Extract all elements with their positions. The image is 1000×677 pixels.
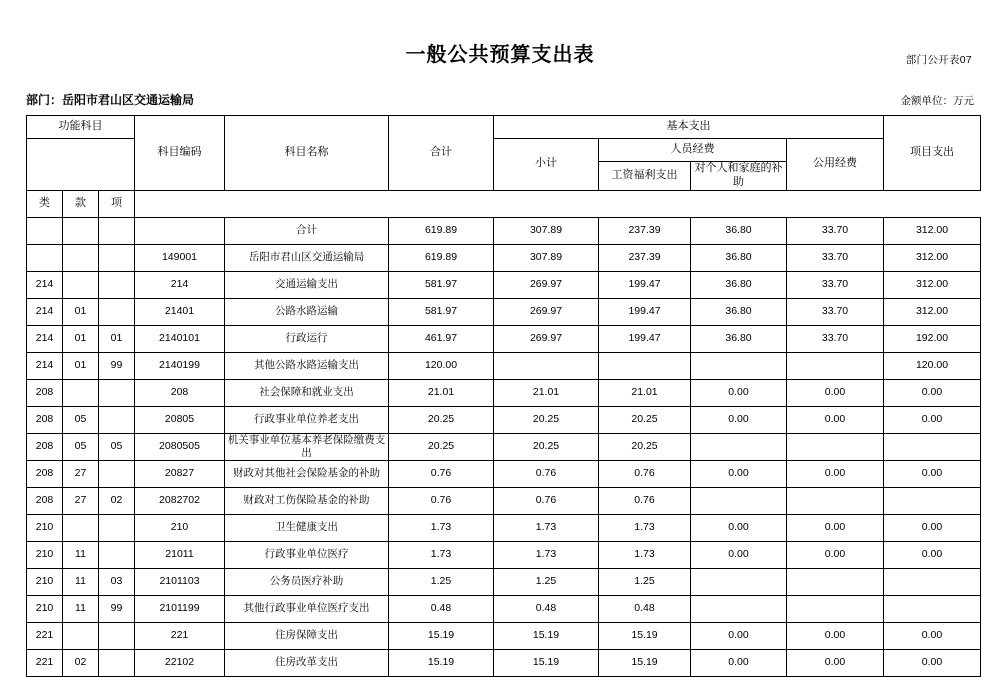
cell-subject-name: 住房改革支出 xyxy=(225,649,389,676)
cell-salary-welfare: 15.19 xyxy=(599,649,691,676)
cell-subject-code: 2140101 xyxy=(135,325,225,352)
cell-subtotal: 0.48 xyxy=(494,595,599,622)
cell-section: 01 xyxy=(63,352,99,379)
cell-class: 208 xyxy=(27,460,63,487)
table-row xyxy=(27,514,981,541)
cell-public-expense: 33.70 xyxy=(787,325,884,352)
cell-project-expenditure: 312.00 xyxy=(884,217,981,244)
cell-class: 214 xyxy=(27,298,63,325)
cell-project-expenditure: 0.00 xyxy=(884,514,981,541)
cell-total: 581.97 xyxy=(389,298,494,325)
cell-public-expense xyxy=(787,352,884,379)
header-spacer-2 xyxy=(225,190,389,217)
cell-item xyxy=(99,541,135,568)
cell-salary-welfare: 199.47 xyxy=(599,298,691,325)
cell-project-expenditure: 0.00 xyxy=(884,622,981,649)
cell-public-expense: 33.70 xyxy=(787,244,884,271)
cell-subtotal xyxy=(494,352,599,379)
cell-class: 214 xyxy=(27,271,63,298)
header-spacer-5 xyxy=(599,190,691,217)
cell-project-expenditure: 192.00 xyxy=(884,325,981,352)
cell-salary-welfare: 21.01 xyxy=(599,379,691,406)
cell-subject-name: 其他行政事业单位医疗支出 xyxy=(225,595,389,622)
cell-section: 05 xyxy=(63,433,99,460)
table-row xyxy=(27,325,981,352)
cell-project-expenditure: 312.00 xyxy=(884,271,981,298)
cell-subject-name: 交通运输支出 xyxy=(225,271,389,298)
cell-total: 1.73 xyxy=(389,514,494,541)
header-spacer-3 xyxy=(389,190,494,217)
cell-total: 619.89 xyxy=(389,217,494,244)
header-public-expense: 公用经费 xyxy=(787,139,884,191)
cell-subject-name: 合计 xyxy=(225,217,389,244)
cell-class: 214 xyxy=(27,325,63,352)
cell-project-expenditure xyxy=(884,487,981,514)
cell-subject-name: 住房保障支出 xyxy=(225,622,389,649)
cell-subtotal: 269.97 xyxy=(494,271,599,298)
cell-subtotal: 307.89 xyxy=(494,244,599,271)
table-row xyxy=(27,244,981,271)
cell-section: 11 xyxy=(63,541,99,568)
cell-class: 210 xyxy=(27,514,63,541)
cell-total: 20.25 xyxy=(389,406,494,433)
cell-subject-code: 2101103 xyxy=(135,568,225,595)
header-function-subject: 功能科目 xyxy=(27,116,135,139)
cell-subtotal: 1.73 xyxy=(494,514,599,541)
cell-public-expense xyxy=(787,595,884,622)
cell-total: 1.73 xyxy=(389,541,494,568)
cell-section: 01 xyxy=(63,298,99,325)
cell-subject-code: 22102 xyxy=(135,649,225,676)
cell-subsidy: 36.80 xyxy=(691,217,787,244)
cell-subject-code: 208 xyxy=(135,379,225,406)
cell-salary-welfare: 0.76 xyxy=(599,460,691,487)
cell-subsidy xyxy=(691,352,787,379)
cell-subtotal: 21.01 xyxy=(494,379,599,406)
header-subtotal: 小计 xyxy=(494,139,599,191)
table-header-row-1 xyxy=(27,116,981,139)
cell-subsidy xyxy=(691,595,787,622)
cell-public-expense: 33.70 xyxy=(787,298,884,325)
cell-subsidy: 36.80 xyxy=(691,244,787,271)
cell-total: 0.76 xyxy=(389,460,494,487)
header-personnel-expense: 人员经费 xyxy=(599,139,787,162)
cell-salary-welfare: 0.48 xyxy=(599,595,691,622)
cell-item xyxy=(99,460,135,487)
cell-total: 0.76 xyxy=(389,487,494,514)
cell-section xyxy=(63,379,99,406)
cell-class: 214 xyxy=(27,352,63,379)
cell-item xyxy=(99,244,135,271)
cell-salary-welfare: 20.25 xyxy=(599,433,691,460)
cell-subsidy: 0.00 xyxy=(691,649,787,676)
header-subject-code: 科目编码 xyxy=(135,116,225,191)
cell-item: 99 xyxy=(99,595,135,622)
cell-total: 21.01 xyxy=(389,379,494,406)
header-spacer-6 xyxy=(691,190,787,217)
cell-public-expense: 33.70 xyxy=(787,217,884,244)
cell-project-expenditure: 0.00 xyxy=(884,379,981,406)
cell-project-expenditure: 0.00 xyxy=(884,460,981,487)
cell-class: 210 xyxy=(27,595,63,622)
cell-subject-code: 210 xyxy=(135,514,225,541)
cell-salary-welfare: 1.73 xyxy=(599,514,691,541)
cell-salary-welfare xyxy=(599,352,691,379)
table-body xyxy=(27,217,981,676)
cell-salary-welfare: 237.39 xyxy=(599,244,691,271)
cell-item: 01 xyxy=(99,325,135,352)
table-row xyxy=(27,649,981,676)
header-total: 合计 xyxy=(389,116,494,191)
header-spacer-4 xyxy=(494,190,599,217)
cell-subject-name: 卫生健康支出 xyxy=(225,514,389,541)
table-row xyxy=(27,217,981,244)
cell-item xyxy=(99,622,135,649)
cell-section xyxy=(63,514,99,541)
table-row xyxy=(27,460,981,487)
cell-subsidy: 0.00 xyxy=(691,460,787,487)
cell-project-expenditure: 312.00 xyxy=(884,298,981,325)
department-label: 部门：岳阳市君山区交通运输局 xyxy=(26,93,195,107)
cell-project-expenditure xyxy=(884,568,981,595)
cell-section: 05 xyxy=(63,406,99,433)
cell-public-expense: 0.00 xyxy=(787,622,884,649)
cell-public-expense xyxy=(787,568,884,595)
form-code: 部门公开表07 xyxy=(905,54,972,66)
meta-row xyxy=(26,91,974,108)
cell-salary-welfare: 0.76 xyxy=(599,487,691,514)
header-subject-name: 科目名称 xyxy=(225,116,389,191)
cell-subtotal: 307.89 xyxy=(494,217,599,244)
cell-total: 15.19 xyxy=(389,649,494,676)
cell-subject-code: 221 xyxy=(135,622,225,649)
header-subsidy-individual-family: 对个人和家庭的补助 xyxy=(691,162,787,191)
cell-subsidy: 36.80 xyxy=(691,298,787,325)
budget-table xyxy=(26,115,981,677)
cell-subject-code: 21011 xyxy=(135,541,225,568)
cell-item xyxy=(99,271,135,298)
cell-subsidy xyxy=(691,433,787,460)
cell-public-expense xyxy=(787,487,884,514)
cell-project-expenditure: 0.00 xyxy=(884,649,981,676)
cell-salary-welfare: 199.47 xyxy=(599,271,691,298)
cell-subject-name: 行政事业单位养老支出 xyxy=(225,406,389,433)
cell-project-expenditure: 0.00 xyxy=(884,541,981,568)
cell-subtotal: 269.97 xyxy=(494,298,599,325)
cell-subject-name: 其他公路水路运输支出 xyxy=(225,352,389,379)
table-row xyxy=(27,541,981,568)
cell-subject-code: 2080505 xyxy=(135,433,225,460)
cell-section: 02 xyxy=(63,649,99,676)
table-row xyxy=(27,568,981,595)
table-row xyxy=(27,379,981,406)
cell-item: 05 xyxy=(99,433,135,460)
cell-class: 208 xyxy=(27,487,63,514)
cell-subject-name: 机关事业单位基本养老保险缴费支出 xyxy=(225,433,389,460)
cell-subsidy: 0.00 xyxy=(691,406,787,433)
cell-section xyxy=(63,217,99,244)
cell-subtotal: 15.19 xyxy=(494,622,599,649)
cell-section xyxy=(63,244,99,271)
cell-project-expenditure: 312.00 xyxy=(884,244,981,271)
header-spacer-7 xyxy=(787,190,884,217)
cell-project-expenditure: 0.00 xyxy=(884,406,981,433)
cell-subject-code: 21401 xyxy=(135,298,225,325)
cell-item xyxy=(99,217,135,244)
cell-salary-welfare: 199.47 xyxy=(599,325,691,352)
cell-subsidy xyxy=(691,487,787,514)
cell-subject-name: 社会保障和就业支出 xyxy=(225,379,389,406)
cell-item: 03 xyxy=(99,568,135,595)
cell-section xyxy=(63,271,99,298)
page-title: 一般公共预算支出表 xyxy=(405,44,595,66)
cell-section: 11 xyxy=(63,568,99,595)
cell-subsidy: 36.80 xyxy=(691,325,787,352)
cell-subject-name: 公务员医疗补助 xyxy=(225,568,389,595)
cell-salary-welfare: 1.73 xyxy=(599,541,691,568)
cell-class: 221 xyxy=(27,622,63,649)
cell-total: 20.25 xyxy=(389,433,494,460)
cell-salary-welfare: 20.25 xyxy=(599,406,691,433)
cell-subject-name: 财政对工伤保险基金的补助 xyxy=(225,487,389,514)
cell-section: 27 xyxy=(63,460,99,487)
cell-item xyxy=(99,649,135,676)
cell-subtotal: 269.97 xyxy=(494,325,599,352)
cell-class xyxy=(27,217,63,244)
cell-subject-name: 行政事业单位医疗 xyxy=(225,541,389,568)
header-class: 类 xyxy=(27,190,63,217)
cell-subsidy: 0.00 xyxy=(691,541,787,568)
cell-subject-code: 214 xyxy=(135,271,225,298)
cell-subject-code: 2101199 xyxy=(135,595,225,622)
cell-public-expense: 0.00 xyxy=(787,541,884,568)
cell-subtotal: 1.73 xyxy=(494,541,599,568)
header-function-subject-spacer xyxy=(27,139,135,191)
cell-project-expenditure xyxy=(884,433,981,460)
cell-item xyxy=(99,514,135,541)
cell-section: 27 xyxy=(63,487,99,514)
cell-subject-name: 岳阳市君山区交通运输局 xyxy=(225,244,389,271)
cell-subtotal: 0.76 xyxy=(494,487,599,514)
table-row xyxy=(27,433,981,460)
header-project-expenditure: 项目支出 xyxy=(884,116,981,191)
cell-salary-welfare: 237.39 xyxy=(599,217,691,244)
cell-public-expense: 0.00 xyxy=(787,514,884,541)
cell-subsidy xyxy=(691,568,787,595)
cell-total: 0.48 xyxy=(389,595,494,622)
cell-subsidy: 36.80 xyxy=(691,271,787,298)
cell-class: 221 xyxy=(27,649,63,676)
cell-subsidy: 0.00 xyxy=(691,379,787,406)
header-spacer-8 xyxy=(884,190,981,217)
header-basic-expenditure: 基本支出 xyxy=(494,116,884,139)
cell-subject-name: 行政运行 xyxy=(225,325,389,352)
cell-subject-code: 2140199 xyxy=(135,352,225,379)
document-page xyxy=(0,38,1000,673)
cell-item xyxy=(99,379,135,406)
cell-subject-code: 2082702 xyxy=(135,487,225,514)
table-row xyxy=(27,595,981,622)
unit-label: 金额单位：万元 xyxy=(900,95,974,107)
table-row xyxy=(27,271,981,298)
cell-item: 02 xyxy=(99,487,135,514)
cell-public-expense: 0.00 xyxy=(787,379,884,406)
cell-subtotal: 20.25 xyxy=(494,433,599,460)
cell-total: 1.25 xyxy=(389,568,494,595)
cell-class: 210 xyxy=(27,568,63,595)
table-header-row-4 xyxy=(27,190,981,217)
cell-subtotal: 20.25 xyxy=(494,406,599,433)
cell-class: 208 xyxy=(27,433,63,460)
cell-class: 208 xyxy=(27,379,63,406)
cell-subject-code: 149001 xyxy=(135,244,225,271)
header-section: 款 xyxy=(63,190,99,217)
cell-item xyxy=(99,298,135,325)
cell-public-expense: 0.00 xyxy=(787,649,884,676)
table-row xyxy=(27,622,981,649)
cell-class xyxy=(27,244,63,271)
cell-public-expense: 0.00 xyxy=(787,406,884,433)
header-spacer-1 xyxy=(135,190,225,217)
cell-class: 208 xyxy=(27,406,63,433)
cell-total: 619.89 xyxy=(389,244,494,271)
table-row xyxy=(27,298,981,325)
cell-total: 461.97 xyxy=(389,325,494,352)
cell-section: 01 xyxy=(63,325,99,352)
cell-project-expenditure xyxy=(884,595,981,622)
cell-section: 11 xyxy=(63,595,99,622)
cell-public-expense xyxy=(787,433,884,460)
cell-public-expense: 33.70 xyxy=(787,271,884,298)
cell-subject-code xyxy=(135,217,225,244)
cell-subsidy: 0.00 xyxy=(691,514,787,541)
header-item: 项 xyxy=(99,190,135,217)
cell-class: 210 xyxy=(27,541,63,568)
cell-item xyxy=(99,406,135,433)
cell-subject-code: 20827 xyxy=(135,460,225,487)
cell-subtotal: 0.76 xyxy=(494,460,599,487)
table-row xyxy=(27,352,981,379)
cell-section xyxy=(63,622,99,649)
table-row xyxy=(27,487,981,514)
cell-public-expense: 0.00 xyxy=(787,460,884,487)
header-salary-welfare: 工资福利支出 xyxy=(599,162,691,191)
cell-subsidy: 0.00 xyxy=(691,622,787,649)
table-row xyxy=(27,406,981,433)
cell-subject-name: 公路水路运输 xyxy=(225,298,389,325)
cell-item: 99 xyxy=(99,352,135,379)
cell-subtotal: 1.25 xyxy=(494,568,599,595)
cell-total: 120.00 xyxy=(389,352,494,379)
cell-subtotal: 15.19 xyxy=(494,649,599,676)
cell-subject-name: 财政对其他社会保险基金的补助 xyxy=(225,460,389,487)
cell-total: 581.97 xyxy=(389,271,494,298)
cell-subject-code: 20805 xyxy=(135,406,225,433)
cell-total: 15.19 xyxy=(389,622,494,649)
cell-salary-welfare: 15.19 xyxy=(599,622,691,649)
cell-salary-welfare: 1.25 xyxy=(599,568,691,595)
cell-project-expenditure: 120.00 xyxy=(884,352,981,379)
